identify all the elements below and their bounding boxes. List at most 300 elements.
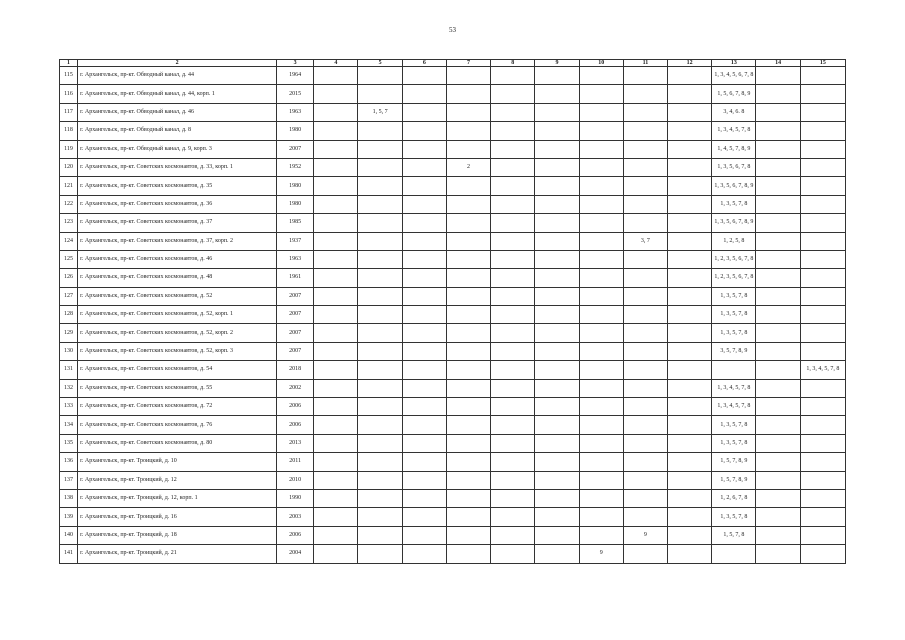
column-header-14: 14 — [756, 60, 800, 67]
value-cell-col-13: 1, 2, 3, 5, 6, 7, 8 — [712, 250, 756, 268]
data-table — [59, 59, 846, 564]
value-cell-col-13: 1, 3, 5, 6, 7, 8, 9 — [712, 177, 756, 195]
value-cell-col-13 — [712, 545, 756, 563]
value-cell-col-7 — [446, 195, 490, 213]
table-row — [60, 306, 846, 324]
value-cell-col-4 — [314, 434, 358, 452]
value-cell-col-7 — [446, 140, 490, 158]
value-cell-col-15 — [800, 379, 845, 397]
table-body — [60, 67, 846, 564]
table-row — [60, 434, 846, 452]
row-number-cell: 124 — [60, 232, 78, 250]
value-cell-col-15 — [800, 342, 845, 360]
value-cell-col-13: 1, 2, 6, 7, 8 — [712, 489, 756, 507]
value-cell-col-11 — [623, 177, 667, 195]
row-number-cell: 122 — [60, 195, 78, 213]
value-cell-col-10 — [579, 122, 623, 140]
address-cell: г. Архангельск, пр-кт. Троицкий, д. 12 — [78, 471, 277, 489]
value-cell-col-15 — [800, 471, 845, 489]
value-cell-col-14 — [756, 324, 800, 342]
row-number-cell: 118 — [60, 122, 78, 140]
value-cell-col-4 — [314, 471, 358, 489]
value-cell-col-4 — [314, 361, 358, 379]
value-cell-col-4 — [314, 508, 358, 526]
value-cell-col-14 — [756, 398, 800, 416]
value-cell-col-4 — [314, 85, 358, 103]
year-cell: 2004 — [277, 545, 314, 563]
value-cell-col-6 — [402, 85, 446, 103]
value-cell-col-14 — [756, 379, 800, 397]
value-cell-col-6 — [402, 398, 446, 416]
value-cell-col-15 — [800, 67, 845, 85]
value-cell-col-8 — [491, 177, 535, 195]
value-cell-col-9 — [535, 67, 579, 85]
value-cell-col-13: 1, 3, 5, 6, 7, 8 — [712, 158, 756, 176]
row-number-cell: 136 — [60, 453, 78, 471]
row-number-cell: 119 — [60, 140, 78, 158]
value-cell-col-8 — [491, 122, 535, 140]
value-cell-col-8 — [491, 361, 535, 379]
value-cell-col-11 — [623, 85, 667, 103]
value-cell-col-5 — [358, 398, 402, 416]
year-cell: 2011 — [277, 453, 314, 471]
value-cell-col-9 — [535, 306, 579, 324]
value-cell-col-11: 9 — [623, 526, 667, 544]
value-cell-col-12 — [668, 306, 712, 324]
value-cell-col-5 — [358, 214, 402, 232]
value-cell-col-9 — [535, 269, 579, 287]
table-row — [60, 140, 846, 158]
value-cell-col-14 — [756, 122, 800, 140]
value-cell-col-12 — [668, 526, 712, 544]
value-cell-col-10 — [579, 508, 623, 526]
value-cell-col-11 — [623, 453, 667, 471]
value-cell-col-8 — [491, 526, 535, 544]
value-cell-col-5 — [358, 195, 402, 213]
column-header-3: 3 — [277, 60, 314, 67]
value-cell-col-14 — [756, 103, 800, 121]
table-row — [60, 122, 846, 140]
address-cell: г. Архангельск, пр-кт. Обводный канал, д. 9, корп. 3 — [78, 140, 277, 158]
value-cell-col-15 — [800, 434, 845, 452]
value-cell-col-13: 1, 5, 7, 8, 9 — [712, 453, 756, 471]
value-cell-col-11 — [623, 471, 667, 489]
value-cell-col-12 — [668, 158, 712, 176]
row-number-cell: 134 — [60, 416, 78, 434]
value-cell-col-9 — [535, 398, 579, 416]
row-number-cell: 141 — [60, 545, 78, 563]
value-cell-col-13: 1, 5, 6, 7, 8, 9 — [712, 85, 756, 103]
value-cell-col-12 — [668, 195, 712, 213]
value-cell-col-14 — [756, 287, 800, 305]
table-row — [60, 508, 846, 526]
value-cell-col-5 — [358, 471, 402, 489]
value-cell-col-10 — [579, 177, 623, 195]
value-cell-col-4 — [314, 158, 358, 176]
value-cell-col-15 — [800, 232, 845, 250]
value-cell-col-7 — [446, 214, 490, 232]
value-cell-col-9 — [535, 361, 579, 379]
value-cell-col-11 — [623, 545, 667, 563]
value-cell-col-12 — [668, 214, 712, 232]
value-cell-col-6 — [402, 195, 446, 213]
row-number-cell: 116 — [60, 85, 78, 103]
value-cell-col-5 — [358, 269, 402, 287]
value-cell-col-9 — [535, 324, 579, 342]
value-cell-col-13: 1, 3, 5, 7, 8 — [712, 287, 756, 305]
value-cell-col-7 — [446, 361, 490, 379]
table-row — [60, 489, 846, 507]
value-cell-col-15 — [800, 453, 845, 471]
value-cell-col-4 — [314, 398, 358, 416]
value-cell-col-13: 1, 2, 3, 5, 6, 7, 8 — [712, 269, 756, 287]
value-cell-col-10 — [579, 342, 623, 360]
year-cell: 2010 — [277, 471, 314, 489]
value-cell-col-8 — [491, 379, 535, 397]
value-cell-col-4 — [314, 214, 358, 232]
value-cell-col-5: 1, 5, 7 — [358, 103, 402, 121]
value-cell-col-10 — [579, 85, 623, 103]
table-row — [60, 232, 846, 250]
value-cell-col-8 — [491, 269, 535, 287]
value-cell-col-14 — [756, 545, 800, 563]
value-cell-col-12 — [668, 379, 712, 397]
value-cell-col-9 — [535, 453, 579, 471]
row-number-cell: 131 — [60, 361, 78, 379]
value-cell-col-5 — [358, 508, 402, 526]
row-number-cell: 130 — [60, 342, 78, 360]
value-cell-col-12 — [668, 324, 712, 342]
value-cell-col-10: 9 — [579, 545, 623, 563]
value-cell-col-10 — [579, 195, 623, 213]
value-cell-col-7 — [446, 526, 490, 544]
value-cell-col-9 — [535, 250, 579, 268]
value-cell-col-4 — [314, 342, 358, 360]
value-cell-col-9 — [535, 140, 579, 158]
value-cell-col-14 — [756, 158, 800, 176]
value-cell-col-5 — [358, 287, 402, 305]
row-number-cell: 129 — [60, 324, 78, 342]
value-cell-col-14 — [756, 508, 800, 526]
value-cell-col-4 — [314, 195, 358, 213]
value-cell-col-7 — [446, 508, 490, 526]
value-cell-col-14 — [756, 489, 800, 507]
value-cell-col-10 — [579, 398, 623, 416]
table-row — [60, 324, 846, 342]
address-cell: г. Архангельск, пр-кт. Советских космонавтов, д. 35 — [78, 177, 277, 195]
value-cell-col-14 — [756, 269, 800, 287]
value-cell-col-5 — [358, 489, 402, 507]
value-cell-col-7 — [446, 545, 490, 563]
value-cell-col-9 — [535, 379, 579, 397]
table-row — [60, 453, 846, 471]
value-cell-col-11 — [623, 67, 667, 85]
column-header-8: 8 — [491, 60, 535, 67]
value-cell-col-8 — [491, 324, 535, 342]
value-cell-col-15 — [800, 416, 845, 434]
value-cell-col-8 — [491, 453, 535, 471]
value-cell-col-13: 1, 3, 5, 7, 8 — [712, 306, 756, 324]
value-cell-col-8 — [491, 508, 535, 526]
value-cell-col-12 — [668, 232, 712, 250]
address-cell: г. Архангельск, пр-кт. Советских космонавтов, д. 80 — [78, 434, 277, 452]
row-number-cell: 139 — [60, 508, 78, 526]
value-cell-col-10 — [579, 324, 623, 342]
value-cell-col-11 — [623, 122, 667, 140]
row-number-cell: 137 — [60, 471, 78, 489]
value-cell-col-7 — [446, 177, 490, 195]
value-cell-col-5 — [358, 122, 402, 140]
address-cell: г. Архангельск, пр-кт. Обводный канал, д. 44 — [78, 67, 277, 85]
address-cell: г. Архангельск, пр-кт. Советских космонавтов, д. 52 — [78, 287, 277, 305]
value-cell-col-10 — [579, 158, 623, 176]
value-cell-col-7 — [446, 489, 490, 507]
value-cell-col-8 — [491, 471, 535, 489]
value-cell-col-15 — [800, 250, 845, 268]
value-cell-col-7 — [446, 103, 490, 121]
value-cell-col-4 — [314, 103, 358, 121]
value-cell-col-8 — [491, 85, 535, 103]
year-cell: 2002 — [277, 379, 314, 397]
address-cell: г. Архангельск, пр-кт. Обводный канал, д. 8 — [78, 122, 277, 140]
value-cell-col-7 — [446, 398, 490, 416]
year-cell: 2007 — [277, 140, 314, 158]
value-cell-col-11 — [623, 398, 667, 416]
value-cell-col-5 — [358, 361, 402, 379]
address-cell: г. Архангельск, пр-кт. Советских космонавтов, д. 46 — [78, 250, 277, 268]
column-header-9: 9 — [535, 60, 579, 67]
value-cell-col-9 — [535, 416, 579, 434]
column-header-6: 6 — [402, 60, 446, 67]
row-number-cell: 138 — [60, 489, 78, 507]
value-cell-col-11 — [623, 269, 667, 287]
value-cell-col-13: 3, 4, 6. 8 — [712, 103, 756, 121]
value-cell-col-15 — [800, 103, 845, 121]
value-cell-col-5 — [358, 85, 402, 103]
value-cell-col-8 — [491, 398, 535, 416]
column-header-2: 2 — [78, 60, 277, 67]
value-cell-col-7 — [446, 434, 490, 452]
value-cell-col-10 — [579, 103, 623, 121]
value-cell-col-4 — [314, 489, 358, 507]
table-row — [60, 195, 846, 213]
value-cell-col-10 — [579, 361, 623, 379]
row-number-cell: 135 — [60, 434, 78, 452]
row-number-cell: 121 — [60, 177, 78, 195]
value-cell-col-10 — [579, 453, 623, 471]
value-cell-col-7 — [446, 342, 490, 360]
year-cell: 2007 — [277, 342, 314, 360]
value-cell-col-12 — [668, 342, 712, 360]
value-cell-col-6 — [402, 214, 446, 232]
value-cell-col-13: 1, 3, 5, 7, 8 — [712, 324, 756, 342]
value-cell-col-9 — [535, 177, 579, 195]
value-cell-col-9 — [535, 471, 579, 489]
value-cell-col-13: 1, 5, 7, 8 — [712, 526, 756, 544]
value-cell-col-4 — [314, 269, 358, 287]
value-cell-col-11 — [623, 489, 667, 507]
value-cell-col-9 — [535, 122, 579, 140]
table-row — [60, 416, 846, 434]
value-cell-col-12 — [668, 140, 712, 158]
value-cell-col-13: 1, 3, 4, 5, 7, 8 — [712, 398, 756, 416]
value-cell-col-11 — [623, 250, 667, 268]
value-cell-col-6 — [402, 545, 446, 563]
value-cell-col-9 — [535, 158, 579, 176]
value-cell-col-10 — [579, 306, 623, 324]
table-row — [60, 177, 846, 195]
value-cell-col-13: 1, 3, 4, 5, 6, 7, 8 — [712, 67, 756, 85]
value-cell-col-4 — [314, 140, 358, 158]
address-cell: г. Архангельск, пр-кт. Советских космонавтов, д. 33, корп. 1 — [78, 158, 277, 176]
value-cell-col-4 — [314, 287, 358, 305]
value-cell-col-13: 3, 5, 7, 8, 9 — [712, 342, 756, 360]
value-cell-col-8 — [491, 287, 535, 305]
column-header-13: 13 — [712, 60, 756, 67]
value-cell-col-8 — [491, 545, 535, 563]
value-cell-col-6 — [402, 232, 446, 250]
value-cell-col-14 — [756, 85, 800, 103]
address-cell: г. Архангельск, пр-кт. Троицкий, д. 18 — [78, 526, 277, 544]
value-cell-col-6 — [402, 122, 446, 140]
value-cell-col-12 — [668, 361, 712, 379]
value-cell-col-14 — [756, 361, 800, 379]
table-row — [60, 379, 846, 397]
value-cell-col-9 — [535, 103, 579, 121]
value-cell-col-11 — [623, 140, 667, 158]
value-cell-col-7 — [446, 250, 490, 268]
value-cell-col-5 — [358, 177, 402, 195]
value-cell-col-4 — [314, 67, 358, 85]
value-cell-col-12 — [668, 287, 712, 305]
value-cell-col-8 — [491, 250, 535, 268]
address-cell: г. Архангельск, пр-кт. Советских космонавтов, д. 48 — [78, 269, 277, 287]
value-cell-col-11 — [623, 342, 667, 360]
address-cell: г. Архангельск, пр-кт. Троицкий, д. 12, корп. 1 — [78, 489, 277, 507]
year-cell: 1980 — [277, 195, 314, 213]
year-cell: 1980 — [277, 177, 314, 195]
value-cell-col-14 — [756, 306, 800, 324]
value-cell-col-5 — [358, 306, 402, 324]
value-cell-col-11 — [623, 416, 667, 434]
column-header-5: 5 — [358, 60, 402, 67]
value-cell-col-7 — [446, 232, 490, 250]
value-cell-col-7: 2 — [446, 158, 490, 176]
value-cell-col-10 — [579, 250, 623, 268]
value-cell-col-4 — [314, 324, 358, 342]
value-cell-col-15: 1, 3, 4, 5, 7, 8 — [800, 361, 845, 379]
value-cell-col-14 — [756, 177, 800, 195]
value-cell-col-5 — [358, 232, 402, 250]
value-cell-col-6 — [402, 324, 446, 342]
address-cell: г. Архангельск, пр-кт. Советских космонавтов, д. 72 — [78, 398, 277, 416]
year-cell: 2007 — [277, 306, 314, 324]
value-cell-col-6 — [402, 306, 446, 324]
value-cell-col-15 — [800, 177, 845, 195]
table-row — [60, 103, 846, 121]
address-cell: г. Архангельск, пр-кт. Советских космонавтов, д. 52, корп. 1 — [78, 306, 277, 324]
value-cell-col-6 — [402, 379, 446, 397]
year-cell: 1963 — [277, 250, 314, 268]
value-cell-col-7 — [446, 453, 490, 471]
value-cell-col-11: 3, 7 — [623, 232, 667, 250]
row-number-cell: 125 — [60, 250, 78, 268]
value-cell-col-13: 1, 3, 5, 7, 8 — [712, 195, 756, 213]
value-cell-col-6 — [402, 453, 446, 471]
value-cell-col-4 — [314, 306, 358, 324]
address-cell: г. Архангельск, пр-кт. Советских космонавтов, д. 55 — [78, 379, 277, 397]
address-cell: г. Архангельск, пр-кт. Советских космонавтов, д. 52, корп. 3 — [78, 342, 277, 360]
value-cell-col-10 — [579, 471, 623, 489]
year-cell: 2006 — [277, 526, 314, 544]
address-cell: г. Архангельск, пр-кт. Советских космонавтов, д. 54 — [78, 361, 277, 379]
value-cell-col-6 — [402, 526, 446, 544]
value-cell-col-4 — [314, 416, 358, 434]
value-cell-col-12 — [668, 122, 712, 140]
value-cell-col-9 — [535, 434, 579, 452]
value-cell-col-13: 1, 3, 4, 5, 7, 8 — [712, 122, 756, 140]
address-cell: г. Архангельск, пр-кт. Советских космонавтов, д. 76 — [78, 416, 277, 434]
value-cell-col-10 — [579, 214, 623, 232]
value-cell-col-5 — [358, 67, 402, 85]
value-cell-col-5 — [358, 342, 402, 360]
value-cell-col-7 — [446, 85, 490, 103]
value-cell-col-5 — [358, 324, 402, 342]
value-cell-col-6 — [402, 67, 446, 85]
value-cell-col-6 — [402, 287, 446, 305]
table-row — [60, 214, 846, 232]
value-cell-col-10 — [579, 269, 623, 287]
address-cell: г. Архангельск, пр-кт. Троицкий, д. 16 — [78, 508, 277, 526]
value-cell-col-5 — [358, 140, 402, 158]
row-number-cell: 128 — [60, 306, 78, 324]
value-cell-col-14 — [756, 342, 800, 360]
value-cell-col-12 — [668, 434, 712, 452]
value-cell-col-10 — [579, 434, 623, 452]
value-cell-col-14 — [756, 67, 800, 85]
row-number-cell: 127 — [60, 287, 78, 305]
value-cell-col-12 — [668, 416, 712, 434]
year-cell: 1952 — [277, 158, 314, 176]
value-cell-col-10 — [579, 416, 623, 434]
value-cell-col-9 — [535, 342, 579, 360]
value-cell-col-5 — [358, 158, 402, 176]
year-cell: 2003 — [277, 508, 314, 526]
value-cell-col-15 — [800, 158, 845, 176]
table-row — [60, 287, 846, 305]
value-cell-col-14 — [756, 453, 800, 471]
value-cell-col-8 — [491, 195, 535, 213]
value-cell-col-9 — [535, 526, 579, 544]
value-cell-col-6 — [402, 416, 446, 434]
value-cell-col-4 — [314, 379, 358, 397]
value-cell-col-6 — [402, 489, 446, 507]
year-cell: 2006 — [277, 398, 314, 416]
value-cell-col-5 — [358, 453, 402, 471]
value-cell-col-7 — [446, 379, 490, 397]
year-cell: 1961 — [277, 269, 314, 287]
value-cell-col-5 — [358, 545, 402, 563]
value-cell-col-6 — [402, 140, 446, 158]
value-cell-col-5 — [358, 416, 402, 434]
value-cell-col-12 — [668, 489, 712, 507]
value-cell-col-14 — [756, 416, 800, 434]
value-cell-col-11 — [623, 379, 667, 397]
value-cell-col-15 — [800, 526, 845, 544]
value-cell-col-5 — [358, 526, 402, 544]
value-cell-col-15 — [800, 306, 845, 324]
value-cell-col-15 — [800, 214, 845, 232]
